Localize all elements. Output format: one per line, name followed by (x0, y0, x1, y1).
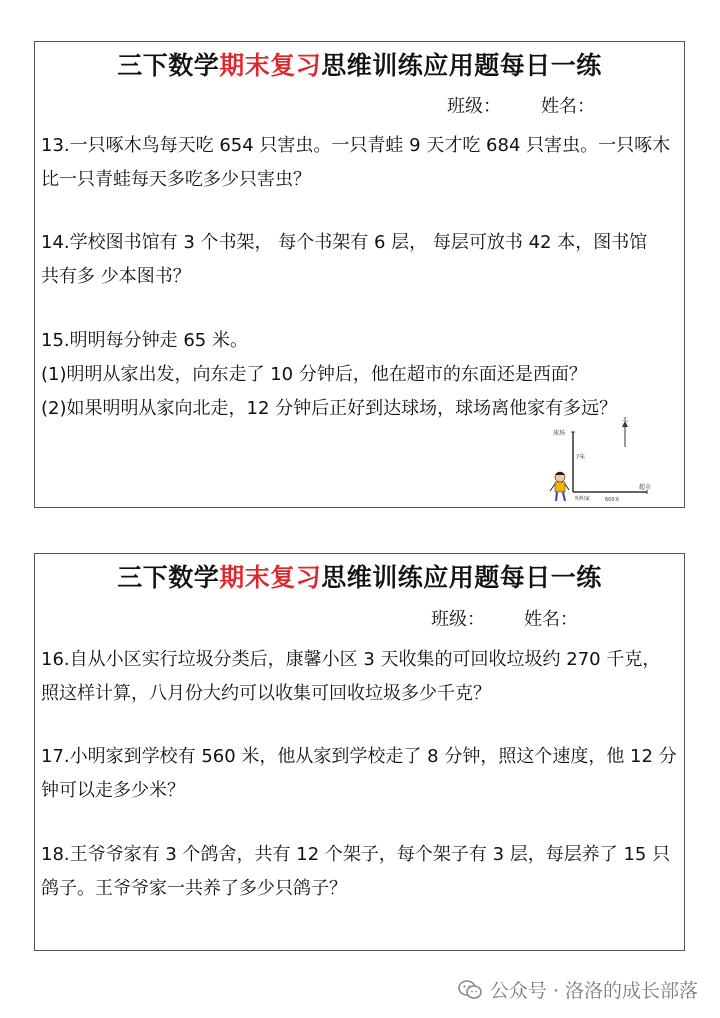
route-diagram (535, 417, 655, 507)
name-label: 姓名： (541, 96, 595, 117)
distance-east-label: 600米 (605, 497, 620, 503)
question-line: 钟可以走多少米？ (41, 780, 185, 801)
question-line: 鸽子。王爷爷家一共养了多少只鸽子？ (41, 878, 347, 899)
distance-north-label: ?米 (576, 454, 586, 461)
question-17 (41, 740, 680, 808)
question-line: 17.小明家到学校有 560 米，他从家到学校走了 8 分钟，照这个速度，他 12 分 (41, 746, 677, 767)
question-13 (41, 129, 680, 197)
class-label: 班级： (447, 96, 501, 117)
worksheet-card-2 (34, 553, 685, 951)
question-18 (41, 838, 680, 906)
question-line: 共有多 少本图书？ (41, 266, 191, 287)
card-title (35, 46, 684, 82)
question-line: 16.自从小区实行垃圾分类后，康馨小区 3 天收集的可回收垃圾约 270 千克， (41, 649, 661, 670)
card-title (35, 558, 684, 594)
title-highlight: 期末复习 (219, 563, 322, 592)
home-label: 明明家 (575, 496, 591, 502)
question-14 (41, 226, 680, 294)
question-16 (41, 643, 680, 711)
title-part: 三下数学 (117, 563, 220, 592)
child-figure (550, 472, 569, 501)
wechat-footer (458, 976, 698, 1003)
question-line: (2)如果明明从家向北走，12 分钟后正好到达球场，球场离他家有多远？ (41, 398, 618, 419)
title-highlight: 期末复习 (219, 51, 322, 80)
north-label: 北 (622, 417, 629, 423)
worksheet-card-1 (34, 41, 685, 508)
question-line: 18.王爷爷家有 3 个鸽舍，共有 12 个架子，每个架子有 3 层，每层养了 15 只 (41, 844, 671, 865)
question-line: (1)明明从家出发，向东走了 10 分钟后，他在超市的东面还是西面？ (41, 364, 587, 385)
question-line: 13.一只啄木鸟每天吃 654 只害虫。一只青蛙 9 天才吃 684 只害虫。一只啄木 (41, 135, 671, 156)
title-part: 思维训练应用题每日一练 (321, 563, 602, 592)
question-line: 15.明明每分钟走 65 米。 (41, 330, 248, 351)
question-line: 比一只青蛙每天多吃多少只害虫？ (41, 169, 311, 190)
supermarket-label: 超市 (639, 484, 652, 491)
question-15 (41, 324, 680, 426)
title-part: 三下数学 (117, 51, 220, 80)
title-part: 思维训练应用题每日一练 (321, 51, 602, 80)
footer-text: 公众号 · 洛洛的成长部落 (489, 980, 698, 1002)
question-line: 照这样计算，八月份大约可以收集可回收垃圾多少千克？ (41, 683, 491, 704)
class-label: 班级： (431, 609, 485, 630)
field-label: 球场 (553, 430, 566, 437)
question-line: 14.学校图书馆有 3 个书架， 每个书架有 6 层， 每层可放书 42 本，图书馆 (41, 232, 648, 253)
wechat-icon (458, 979, 482, 1001)
name-label: 姓名： (524, 609, 578, 630)
